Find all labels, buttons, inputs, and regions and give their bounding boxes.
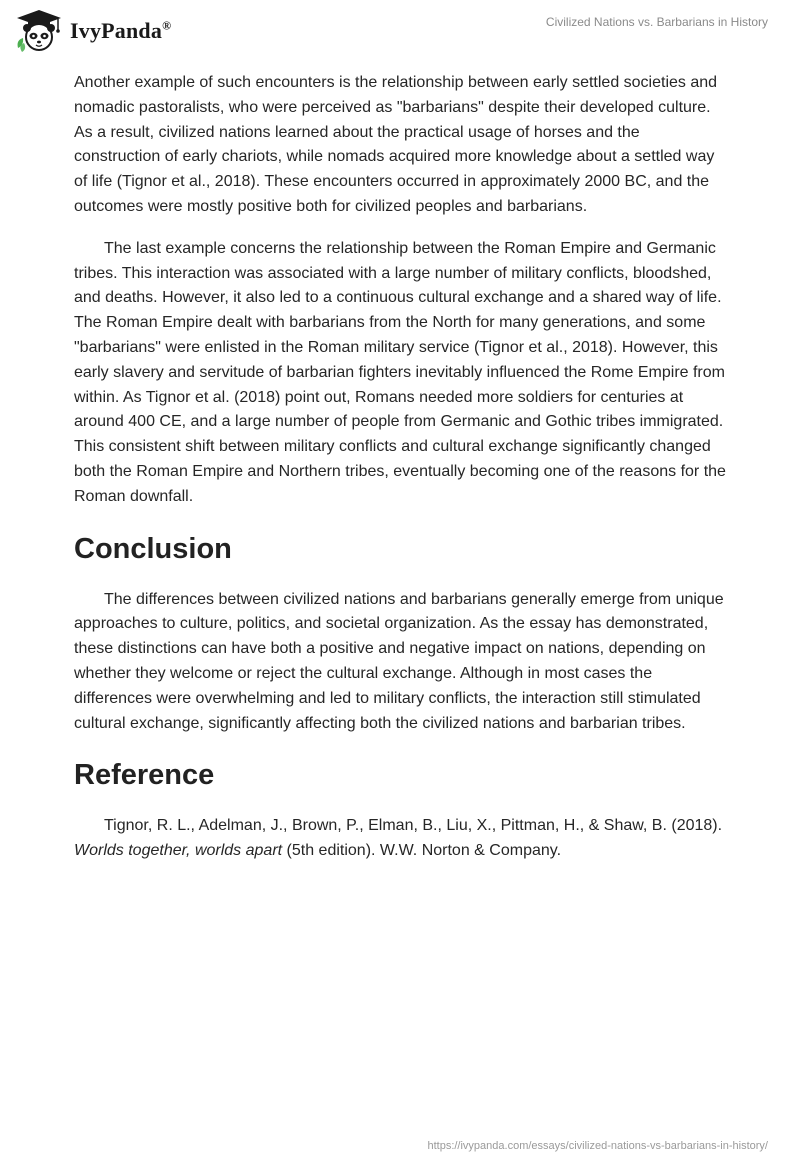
document-title: Civilized Nations vs. Barbarians in History bbox=[545, 15, 768, 29]
logo-wordmark: IvyPanda® bbox=[70, 18, 172, 43]
source-url[interactable]: https://ivypanda.com/essays/civilized-nations-vs-barbarians-in-history/ bbox=[427, 1140, 768, 1152]
reference-entry bbox=[74, 814, 730, 864]
reference-publisher: (5th edition). W.W. Norton & Company. bbox=[282, 842, 562, 860]
page-header bbox=[0, 0, 800, 62]
reference-heading: Reference bbox=[74, 759, 215, 792]
conclusion-paragraph: The differences between civilized nations and barbarians generally emerge from unique approaches to culture, politics, and societal organization. As the essay has demonstrated, these distinctions can have both a positive and negative impact on nations, depending on whether they welcome or reject the cultural exchange. Although in most cases the differences were overwhelming and led to military conflicts, the interaction still stimulated cultural exchange, significantly affecting both the civilized nations and barbarian tribes. bbox=[74, 590, 724, 732]
essay-content bbox=[74, 71, 730, 864]
ivypanda-logo[interactable] bbox=[14, 8, 171, 54]
body-paragraph-2: The last example concerns the relationship between the Roman Empire and Germanic tribes. This interaction was associated with a large number of military conflicts, bloodshed, and deaths. However, it also led to a continuous cultural exchange and a shared way of life. The Roman Empire dealt with barbarians from the North for many generations, and some "barbarians" were enlisted in the Roman military service (Tignor et al., 2018). However, this early slavery and servitude of barbarian fighters inevitably influenced the Rome Empire from within. As Tignor et al. (2018) point out, Romans needed more soldiers for centuries at around 400 CE, and a large number of people from Germanic and Gothic tribes immigrated. This consistent shift between military conflicts and cultural exchange significantly changed both the Roman Empire and Northern tribes, eventually becoming one of the reasons for the Roman downfall. bbox=[74, 239, 726, 505]
reference-authors: Tignor, R. L., Adelman, J., Brown, P., Elman, B., Liu, X., Pittman, H., & Shaw, B. (2018). bbox=[104, 817, 723, 835]
body-paragraph-1: Another example of such encounters is the relationship between early settled societies and nomadic pastoralists, who were perceived as "barbarians" despite their developed culture. As a result, civilized nations learned about the practical usage of horses and the construction of early chariots, while nomads acquired more knowledge about a settled way of life (Tignor et al., 2018). These encounters occurred in approximately 2000 BC, and the outcomes were mostly positive both for civilized peoples and barbarians. bbox=[74, 74, 718, 215]
panda-graduate-icon bbox=[14, 8, 64, 54]
reference-book-title: Worlds together, worlds apart bbox=[74, 842, 283, 860]
conclusion-heading: Conclusion bbox=[74, 532, 232, 565]
